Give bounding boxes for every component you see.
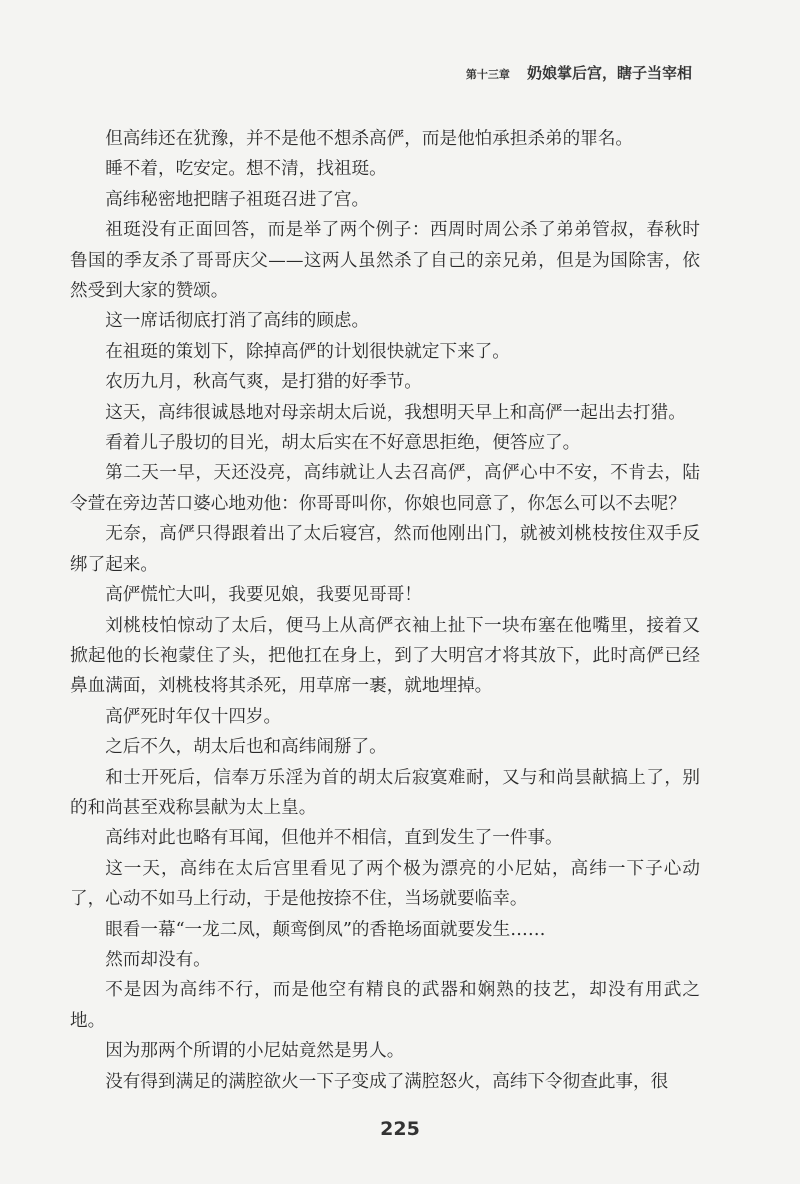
paragraph: 没有得到满足的满腔欲火一下子变成了满腔怒火，高纬下令彻查此事，很: [105, 1071, 669, 1092]
paragraph: 眼看一幕“一龙二凤，颠鸾倒凤”的香艳场面就要发生……: [105, 919, 546, 940]
paragraph: 然而却没有。: [105, 949, 211, 970]
paragraph: 但高纬还在犹豫，并不是他不想杀高俨，而是他怕承担杀弟的罪名。: [105, 129, 634, 149]
paragraph: 第二天一早，天还没亮，高纬就让人去召高俨，高俨心中不安，不肯去，陆令萱在旁边苦口婆心地劝他：你哥哥叫你，你娘也同意了，你怎么可以不去呢？: [70, 463, 700, 514]
body-text: [70, 124, 700, 1097]
running-head: [466, 62, 692, 83]
paragraph: 高纬秘密地把瞎子祖珽召进了宫。: [105, 189, 370, 210]
paragraph: 无奈，高俨只得跟着出了太后寝宫，然而他刚出门，就被刘桃枝按住双手反绑了起来。: [70, 524, 700, 575]
paragraph: 刘桃枝怕惊动了太后，便马上从高俨衣袖上扯下一块布塞在他嘴里，接着又掀起他的长袍蒙住了头，把他扛在身上，到了大明宫才将其放下，此时高俨已经鼻血满面，刘桃枝将其杀死，用草席一裹，就地埋掉。: [70, 615, 700, 697]
paragraph: 高俨慌忙大叫，我要见娘，我要见哥哥！: [105, 585, 422, 606]
paragraph: 和士开死后，信奉万乐淫为首的胡太后寂寞难耐，又与和尚昙献搞上了，别的和尚甚至戏称昙献为太上皇。: [70, 767, 700, 818]
chapter-label: 第十三章: [465, 68, 510, 81]
paragraph: 看着儿子殷切的目光，胡太后实在不好意思拒绝，便答应了。: [105, 433, 581, 454]
paragraph: 在祖珽的策划下，除掉高俨的计划很快就定下来了。: [105, 341, 510, 362]
paragraph: 高纬对此也略有耳闻，但他并不相信，直到发生了一件事。: [105, 828, 563, 849]
paragraph: 因为那两个所谓的小尼姑竟然是男人。: [105, 1041, 405, 1062]
paragraph: 睡不着，吃安定。想不清，找祖珽。: [105, 159, 387, 180]
paragraph: 祖珽没有正面回答，而是举了两个例子：西周时周公杀了弟弟管叔，春秋时鲁国的季友杀了哥哥庆父——这两人虽然杀了自己的亲兄弟，但是为国除害，依然受到大家的赞颂。: [70, 220, 700, 302]
paragraph: 农历九月，秋高气爽，是打猎的好季节。: [105, 372, 422, 393]
paragraph: 这一席话彻底打消了高纬的顾虑。: [105, 311, 370, 332]
paragraph: 高俨死时年仅十四岁。: [105, 706, 282, 727]
paragraph: 这天，高纬很诚恳地对母亲胡太后说，我想明天早上和高俨一起出去打猎。: [105, 402, 686, 423]
chapter-title: 奶娘掌后宫，瞎子当宰相: [526, 64, 692, 82]
paragraph: 之后不久，胡太后也和高纬闹掰了。: [105, 737, 387, 758]
page-number: 225: [380, 1118, 420, 1140]
paragraph: 不是因为高纬不行，而是他空有精良的武器和娴熟的技艺，却没有用武之地。: [70, 980, 700, 1031]
paragraph: 这一天，高纬在太后宫里看见了两个极为漂亮的小尼姑，高纬一下子心动了，心动不如马上行动，于是他按捺不住，当场就要临幸。: [70, 858, 700, 910]
